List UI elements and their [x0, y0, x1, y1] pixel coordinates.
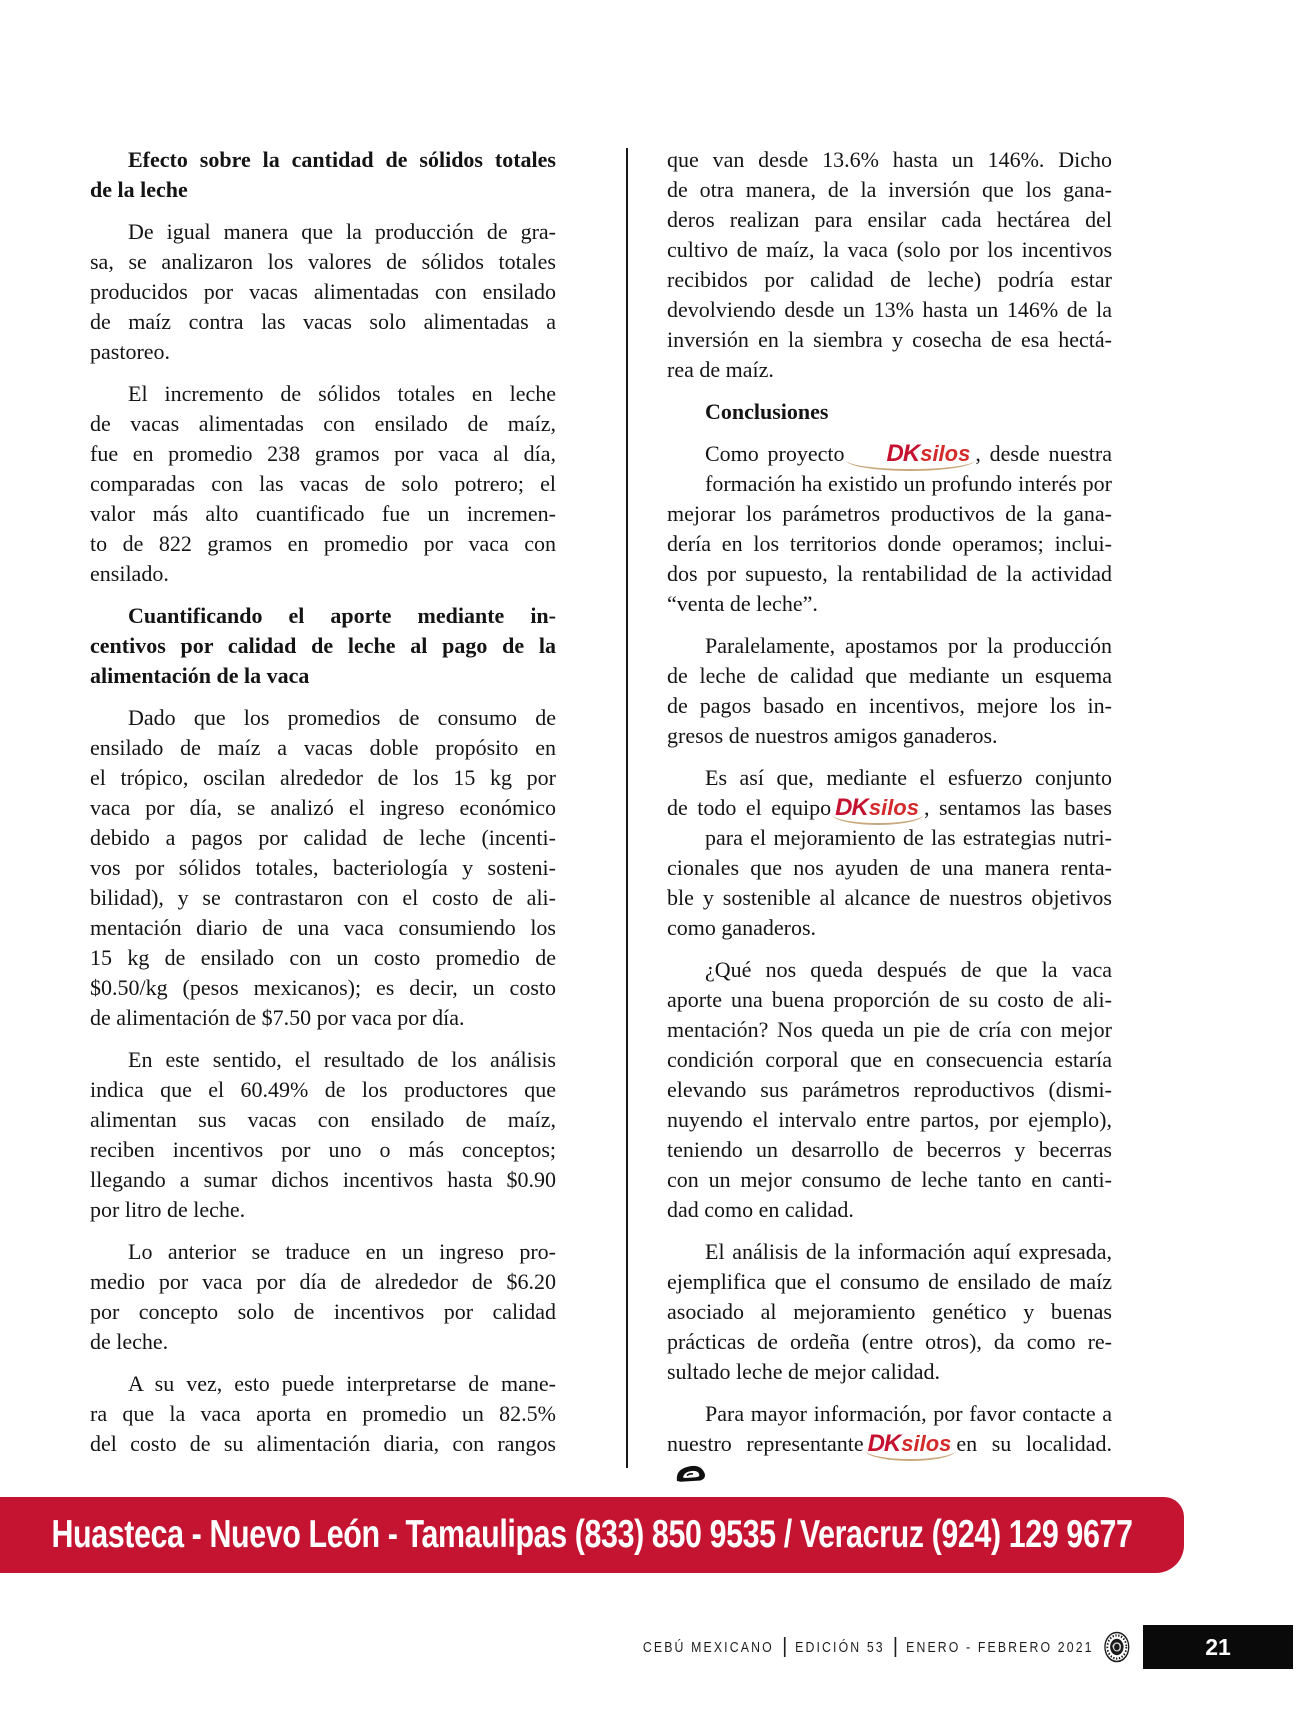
- text-line: de leche.: [90, 1329, 169, 1354]
- text-line: formación ha existido un profundo interés por: [705, 471, 1112, 496]
- text-line: dad como en calidad.: [667, 1197, 854, 1222]
- text-line: ensilado de maíz a vacas doble propósito en: [90, 735, 556, 760]
- text-line: de leche de calidad que mediante un esquema: [667, 663, 1112, 688]
- text-segment: , sentamos las bases: [923, 795, 1112, 820]
- text-line: Conclusiones: [705, 399, 829, 424]
- text-line: rea de maíz.: [667, 357, 774, 382]
- paragraph: [667, 1399, 1112, 1492]
- association-seal-logo: [1104, 1631, 1130, 1663]
- paragraph-continuation: [667, 823, 1112, 943]
- text-line: ra que la vaca aporta en promedio un 82.5%: [90, 1401, 556, 1426]
- column-divider: [626, 148, 628, 1468]
- paragraph: [667, 955, 1112, 1225]
- text-line: cultivo de maíz, la vaca (solo por los incentivos: [667, 237, 1112, 262]
- text-line: nuyendo el intervalo entre partos, por ejemplo),: [667, 1107, 1112, 1132]
- contact-banner: [0, 1497, 1184, 1573]
- text-line: para el mejoramiento de las estrategias nutri-: [705, 825, 1112, 850]
- text-line: sa, se analizaron los valores de sólidos totales: [90, 249, 556, 274]
- text-line: prácticas de ordeña (entre otros), da como re-: [667, 1329, 1112, 1354]
- paragraph: [90, 379, 556, 589]
- text-line: [667, 1429, 1112, 1492]
- section-heading-solidos: [90, 145, 556, 205]
- text-line: A su vez, esto puede interpretarse de mane-: [128, 1371, 556, 1396]
- text-line: comparadas con las vacas de solo potrero; el: [90, 471, 556, 496]
- section-heading-cuantificando: [90, 601, 556, 691]
- contact-banner-text: Huasteca - Nuevo León - Tamaulipas (833) 850 9535 / Veracruz (924) 129 9677: [51, 1513, 1133, 1556]
- text-line: mejorar los parámetros productivos de la gana-: [667, 501, 1112, 526]
- text-line: por litro de leche.: [90, 1197, 246, 1222]
- text-line: indica que el 60.49% de los productores que: [90, 1077, 556, 1102]
- text-line: recibidos por calidad de leche) podría estar: [667, 267, 1112, 292]
- text-line: por concepto solo de incentivos por calidad: [90, 1299, 556, 1324]
- text-line: Paralelamente, apostamos por la producción: [705, 633, 1112, 658]
- text-line: con un mejor consumo de leche tanto en canti-: [667, 1167, 1112, 1192]
- paragraph: [667, 631, 1112, 751]
- text-line: $0.50/kg (pesos mexicanos); es decir, un costo: [90, 975, 556, 1000]
- text-line: valor más alto cuantificado fue un incremen-: [90, 501, 556, 526]
- text-line: to de 822 gramos en promedio por vaca con: [90, 531, 556, 556]
- text-segment: , desde nuestra: [975, 441, 1112, 466]
- text-line: dos por supuesto, la rentabilidad de la actividad: [667, 561, 1112, 586]
- text-line: pastoreo.: [90, 339, 171, 364]
- footer-magazine-name: CEBÚ MEXICANO: [643, 1638, 775, 1656]
- dksilos-logo-dk: DK: [835, 794, 868, 821]
- dksilos-logo-silos: silos: [920, 441, 971, 466]
- text-line: el trópico, oscilan alrededor de los 15 kg por: [90, 765, 556, 790]
- text-line: teniendo un desarrollo de becerros y becerras: [667, 1137, 1112, 1162]
- text-line: de pagos basado en incentivos, mejore los in-: [667, 693, 1112, 718]
- text-line: ¿Qué nos queda después de que la vaca: [705, 957, 1112, 982]
- text-line: Es así que, mediante el esfuerzo conjunto: [705, 765, 1112, 790]
- text-line: vaca por día, se analizó el ingreso económico: [90, 795, 556, 820]
- text-line: dería en los territorios donde operamos; inclui-: [667, 531, 1112, 556]
- text-line: llegando a sumar dichos incentivos hasta $0.90: [90, 1167, 556, 1192]
- page-number: 21: [1205, 1633, 1231, 1660]
- text-line: asociado al mejoramiento genético y buenas: [667, 1299, 1112, 1324]
- text-line: centivos por calidad de leche al pago de la: [90, 633, 556, 658]
- paragraph: [90, 1045, 556, 1225]
- dksilos-logo-silos: silos: [868, 795, 919, 820]
- page-footer: [643, 1624, 1130, 1670]
- text-line: devolviendo desde un 13% hasta un 146% de la: [667, 297, 1112, 322]
- text-line: mentación? Nos queda un pie de cría con mejor: [667, 1017, 1112, 1042]
- text-line: Para mayor información, por favor contacte a: [705, 1401, 1112, 1426]
- text-line: aporte una buena proporción de su costo de ali-: [667, 987, 1112, 1012]
- text-line: mentación diario de una vaca consumiendo los: [90, 915, 556, 940]
- footer-separator: [784, 1637, 786, 1657]
- text-line: [667, 439, 1112, 469]
- paragraph: [90, 1369, 556, 1459]
- text-segment: en su localidad.: [956, 1431, 1112, 1456]
- text-line: [667, 793, 1112, 823]
- paragraph: [90, 703, 556, 1033]
- text-line: Efecto sobre la cantidad de sólidos totales: [128, 147, 556, 172]
- text-line: ensilado.: [90, 561, 169, 586]
- footer-date: ENERO - FEBRERO 2021: [906, 1638, 1094, 1656]
- dksilos-logo-silos: silos: [901, 1431, 952, 1456]
- text-line: que van desde 13.6% hasta un 146%. Dicho: [667, 147, 1112, 172]
- text-line: alimentan sus vacas con ensilado de maíz,: [90, 1107, 556, 1132]
- text-line: vos por sólidos totales, bacteriología y sosteni-: [90, 855, 556, 880]
- text-line: gresos de nuestros amigos ganaderos.: [667, 723, 998, 748]
- text-line: del costo de su alimentación diaria, con rangos: [90, 1431, 556, 1456]
- zebu-end-of-article-icon: [675, 1462, 707, 1492]
- text-line: El análisis de la información aquí expresada,: [705, 1239, 1112, 1264]
- text-line: elevando sus parámetros reproductivos (dismi-: [667, 1077, 1112, 1102]
- text-line: 15 kg de ensilado con un costo promedio de: [90, 945, 556, 970]
- dksilos-logo: [868, 1432, 952, 1456]
- text-line: ejemplifica que el consumo de ensilado de maíz: [667, 1269, 1112, 1294]
- dksilos-logo: [835, 796, 919, 820]
- text-line: alimentación de la vaca: [90, 663, 310, 688]
- dksilos-logo-dk: DK: [867, 1430, 901, 1457]
- text-line: de otra manera, de la inversión que los gana-: [667, 177, 1112, 202]
- text-line: Dado que los promedios de consumo de: [128, 705, 556, 730]
- text-line: sultado leche de mejor calidad.: [667, 1359, 941, 1384]
- text-line: de la leche: [90, 177, 188, 202]
- text-line: inversión en la siembra y cosecha de esa hectá-: [667, 327, 1112, 352]
- paragraph: [667, 763, 1112, 943]
- text-line: El incremento de sólidos totales en leche: [128, 381, 556, 406]
- paragraph: [667, 439, 1112, 619]
- text-line: deros realizan para ensilar cada hectárea del: [667, 207, 1112, 232]
- text-line: cionales que nos ayuden de una manera renta-: [667, 855, 1112, 880]
- text-line: “venta de leche”.: [667, 591, 818, 616]
- text-line: de maíz contra las vacas solo alimentadas a: [90, 309, 556, 334]
- text-line: Cuantificando el aporte mediante in-: [128, 603, 556, 628]
- text-line: fue en promedio 238 gramos por vaca al día,: [90, 441, 556, 466]
- right-column: [667, 145, 1112, 1504]
- text-line: reciben incentivos por uno o más conceptos;: [90, 1137, 556, 1162]
- text-line: bilidad), y se contrastaron con el costo de ali-: [90, 885, 556, 910]
- text-segment: de todo el equipo: [667, 795, 832, 820]
- footer-edition: EDICIÓN 53: [795, 1638, 886, 1656]
- text-line: De igual manera que la producción de gra-: [128, 219, 556, 244]
- page-number-box: [1143, 1625, 1293, 1669]
- paragraph: [667, 1237, 1112, 1387]
- paragraph-continuation: [667, 469, 1112, 619]
- text-line: ble y sostenible al alcance de nuestros objetivos: [667, 885, 1112, 910]
- paragraph: [667, 145, 1112, 385]
- text-line: debido a pagos por calidad de leche (incenti-: [90, 825, 556, 850]
- text-line: producidos por vacas alimentadas con ensilado: [90, 279, 556, 304]
- text-line: como ganaderos.: [667, 915, 817, 940]
- text-line: de alimentación de $7.50 por vaca por día.: [90, 1005, 465, 1030]
- paragraph: [90, 217, 556, 367]
- paragraph: [90, 1237, 556, 1357]
- text-line: medio por vaca por día de alrededor de $6.20: [90, 1269, 556, 1294]
- text-line: En este sentido, el resultado de los análisis: [128, 1047, 556, 1072]
- text-line: de vacas alimentadas con ensilado de maíz,: [90, 411, 556, 436]
- text-line: condición corporal que en consecuencia estaría: [667, 1047, 1112, 1072]
- text-line: Lo anterior se traduce en un ingreso pro-: [128, 1239, 556, 1264]
- dksilos-logo-dk: DK: [886, 440, 920, 467]
- left-column: [90, 145, 556, 1471]
- text-segment: Como proyecto: [705, 441, 845, 466]
- dksilos-logo: [849, 442, 971, 466]
- section-heading-conclusiones: [667, 397, 1112, 427]
- text-segment: nuestro representante: [667, 1431, 864, 1456]
- footer-separator: [895, 1637, 897, 1657]
